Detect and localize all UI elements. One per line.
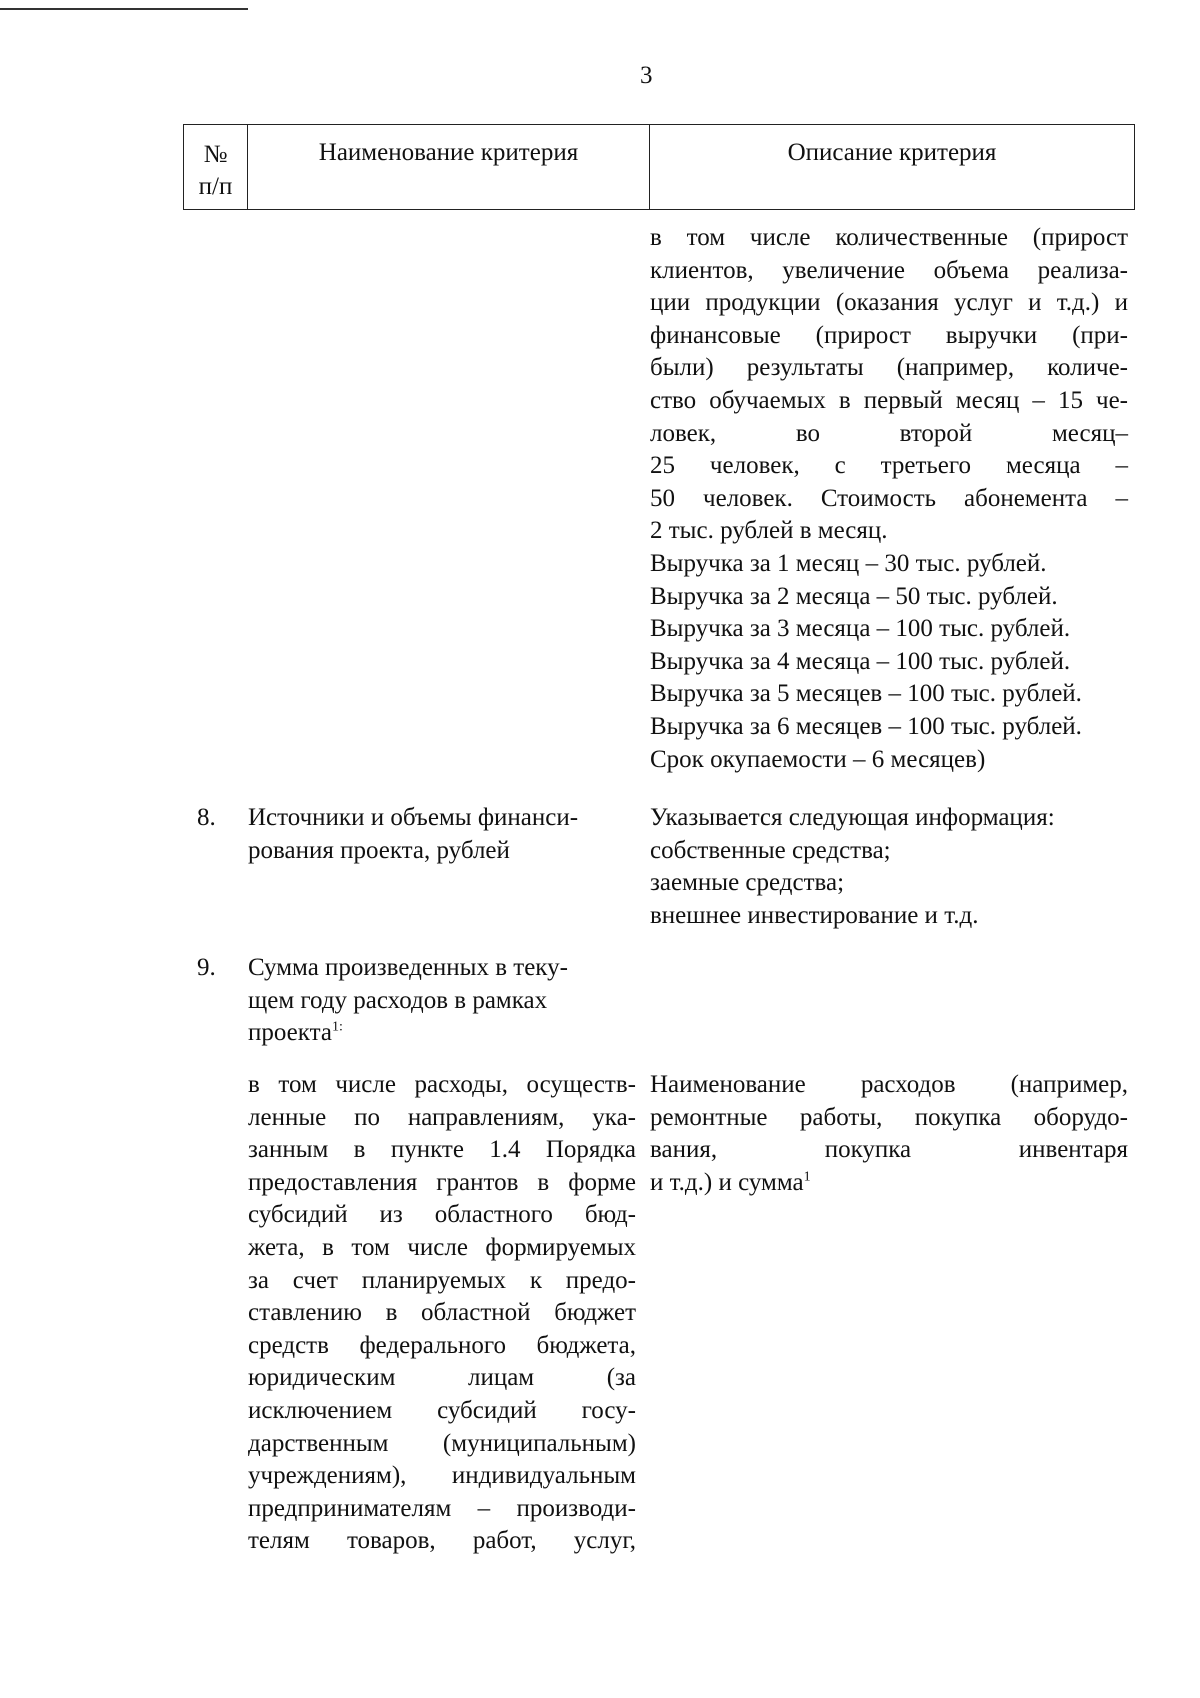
header-number-column	[184, 125, 248, 209]
text-line: финансовые (прирост выручки (при-	[650, 321, 1128, 349]
row-9-name-last: проекта	[248, 1019, 332, 1047]
footnote-marker: 1:	[331, 1019, 343, 1035]
text-line: Выручка за 4 месяца – 100 тыс. рублей.	[650, 647, 1071, 675]
text-line: средств федерального бюджета,	[248, 1331, 636, 1359]
text-line: учреждениям), индивидуальным	[248, 1462, 636, 1490]
text-line: Выручка за 6 месяцев – 100 тыс. рублей.	[650, 712, 1082, 740]
text-line: ции продукции (оказания услуг и т.д.) и	[650, 289, 1128, 317]
row-8-description	[650, 802, 1128, 932]
text-line: исключением субсидий госу-	[248, 1396, 636, 1424]
text-line: вания, покупка инвентаря	[650, 1136, 1128, 1164]
text-line	[650, 1167, 1128, 1200]
text-line: были) результаты (например, количе-	[650, 354, 1128, 382]
text-line: Срок окупаемости – 6 месяцев)	[650, 745, 986, 773]
text-line: Источники и объемы финанси-	[248, 804, 579, 831]
text-line: субсидий из областного бюд-	[248, 1201, 636, 1229]
row-9-sub-name	[248, 1069, 636, 1558]
text-line: ловек, во второй месяц–	[650, 419, 1128, 447]
text-line: ленные по направлениям, ука-	[248, 1103, 636, 1131]
criteria-table-header	[183, 124, 1135, 210]
row-9-sub-desc-last: и т.д.) и сумма	[650, 1168, 804, 1196]
text-line: Выручка за 2 месяца – 50 тыс. рублей.	[650, 582, 1058, 610]
footnote-marker: 1	[803, 1169, 811, 1185]
text-line: Указывается следующая информация:	[650, 804, 1055, 831]
text-line: за счет планируемых к предо-	[248, 1266, 636, 1294]
text-line: ремонтные работы, покупка оборудо-	[650, 1103, 1128, 1131]
text-line: дарственным (муниципальным)	[248, 1429, 636, 1457]
header-criterion-description: Описание критерия	[787, 139, 997, 166]
text-line: собственные средства;	[650, 836, 891, 864]
text-line: рования проекта, рублей	[248, 836, 510, 864]
continuation-description	[650, 222, 1128, 776]
text-line: телям товаров, работ, услуг,	[248, 1527, 636, 1555]
row-9-sub-description	[650, 1069, 1128, 1199]
text-line: предпринимателям – производи-	[248, 1494, 636, 1522]
text-line: Выручка за 3 месяца – 100 тыс. рублей.	[650, 615, 1071, 643]
text-line: клиентов, увеличение объема реализа-	[650, 256, 1128, 284]
text-line: внешнее инвестирование и т.д.	[650, 901, 979, 929]
header-number-symbol: №	[203, 141, 228, 168]
text-line: 50 человек. Стоимость абонемента –	[650, 484, 1128, 512]
text-line	[248, 1017, 648, 1050]
text-line: Сумма произведенных в теку-	[248, 954, 568, 981]
text-line: Выручка за 1 месяц – 30 тыс. рублей.	[650, 549, 1047, 577]
text-line: предоставления грантов в форме	[248, 1168, 636, 1196]
text-line: Выручка за 5 месяцев – 100 тыс. рублей.	[650, 680, 1082, 708]
row-9-number: 9.	[197, 954, 216, 981]
text-line: 2 тыс. рублей в месяц.	[650, 517, 888, 545]
text-line: юридическим лицам (за	[248, 1364, 636, 1392]
text-line: 25 человек, с третьего месяца –	[650, 452, 1128, 480]
text-line: заемные средства;	[650, 869, 845, 897]
text-line: занным в пункте 1.4 Порядка	[248, 1136, 636, 1164]
scan-edge-line	[0, 8, 248, 10]
text-line: в том числе количественные (прирост	[650, 224, 1128, 251]
text-line: щем году расходов в рамках	[248, 986, 548, 1014]
row-8-number: 8.	[197, 804, 216, 831]
text-line: ставлению в областной бюджет	[248, 1299, 636, 1327]
header-number-abbrev: п/п	[198, 173, 233, 200]
text-line: ство обучаемых в первый месяц – 15 че-	[650, 386, 1128, 414]
text-line: жета, в том числе формируемых	[248, 1233, 636, 1261]
row-8-name	[248, 802, 648, 867]
text-line: Наименование расходов (например,	[650, 1071, 1128, 1098]
header-criterion-name: Наименование критерия	[248, 125, 650, 209]
page-number: 3	[640, 62, 653, 89]
row-9-name	[248, 952, 648, 1050]
text-line: в том числе расходы, осуществ-	[248, 1071, 636, 1098]
